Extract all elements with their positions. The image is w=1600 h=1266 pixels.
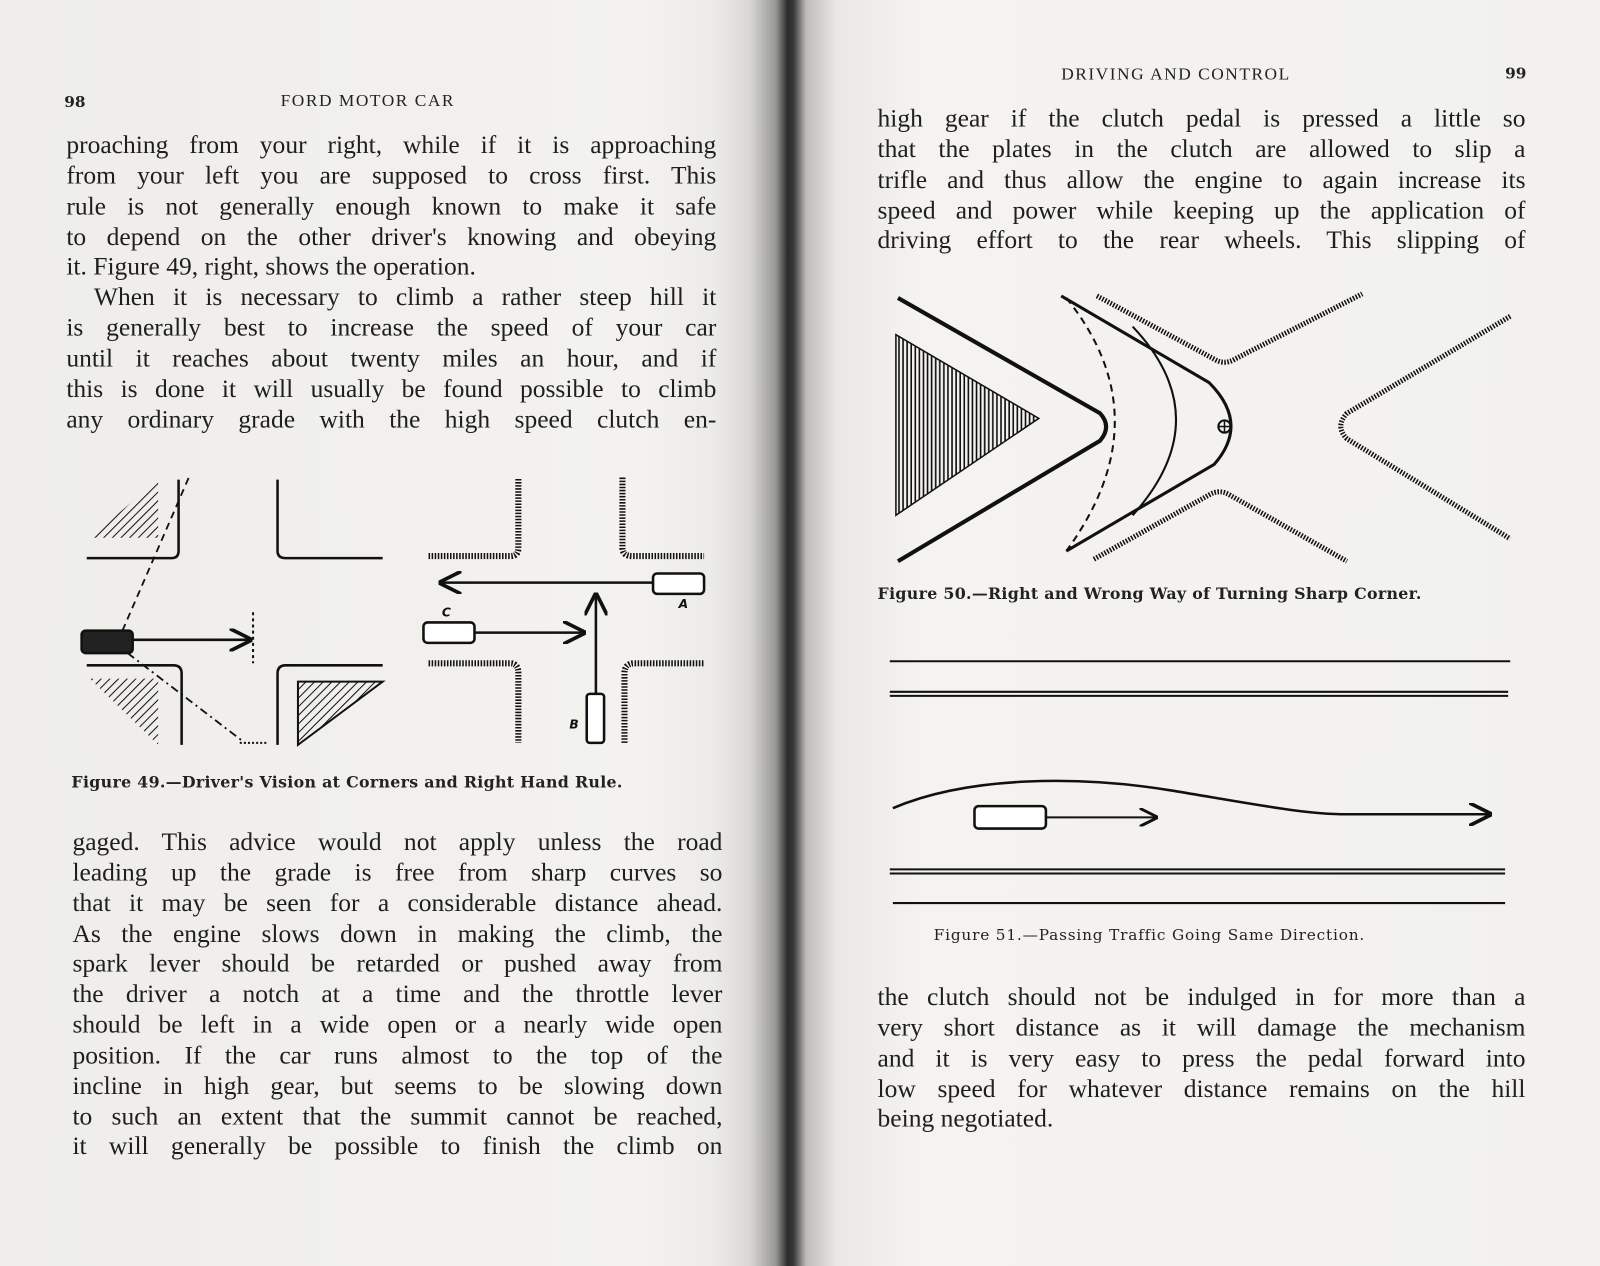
text-line: speed and power while keeping up the application of [877, 196, 1526, 225]
page-number-left: 98 [64, 92, 86, 112]
building-hatch [298, 682, 383, 745]
car [974, 806, 1045, 828]
text-line: that it may be seen for a considerable distance ahead. [72, 889, 723, 918]
text-line: very short distance as it will damage the mechanism [877, 1014, 1526, 1042]
text-line: from your left you are supposed to cross first. This [66, 162, 717, 190]
text-line: When it is necessary to climb a rather steep hill it [93, 283, 717, 312]
car-c [423, 622, 474, 642]
figure-51-passing-diagram [890, 661, 1510, 903]
building-hatch [90, 480, 158, 538]
page-number-right: 99 [1505, 64, 1527, 83]
text-line: position. If the car runs almost to the top of the [72, 1041, 723, 1070]
figure-51-caption: Figure 51.—Passing Traffic Going Same Direction. [933, 925, 1366, 944]
text-line: it will generally be possible to finish the climb on [72, 1133, 723, 1161]
text-line: trifle and thus allow the engine to again increase its [877, 166, 1526, 194]
left-bottom-text [72, 828, 722, 1163]
text-line: and it is very easy to press the pedal forward into [877, 1044, 1526, 1073]
label-b: B [569, 717, 579, 732]
text-line: high gear if the clutch pedal is pressed a little so [877, 105, 1526, 133]
left-top-text [66, 131, 716, 436]
label-c: C [441, 605, 451, 620]
building-hatch [90, 679, 158, 745]
figure-49-caption: Figure 49.—Driver's Vision at Corners and Right Hand Rule. [71, 772, 623, 792]
text-line: that the plates in the clutch are allowed to slip a [877, 135, 1526, 164]
text-line: should be left in a wide open or a nearly wide open [72, 1011, 723, 1039]
text-line: is generally best to increase the speed of your car [66, 314, 717, 342]
label-a: A [678, 597, 689, 612]
figure-49-right-hand-rule-diagram [423, 478, 704, 743]
running-head-left: FORD MOTOR CAR [280, 90, 455, 111]
figure-49-vision-diagram [82, 478, 383, 745]
text-line: rule is not generally enough known to make it safe [66, 192, 717, 221]
text-line: spark lever should be retarded or pushed away from [72, 950, 723, 978]
car-a [653, 573, 704, 593]
car [82, 631, 133, 653]
text-line: leading up the grade is free from sharp curves so [72, 859, 723, 887]
text-line: low speed for whatever distance remains on the hill [877, 1075, 1526, 1103]
running-head-right: DRIVING AND CONTROL [1061, 64, 1291, 84]
figure-50-sharp-corner-diagram [896, 294, 1510, 561]
text-line: any ordinary grade with the high speed clutch en- [66, 405, 717, 434]
right-top-text [878, 104, 1526, 256]
text-line: the driver a notch at a time and the throttle lever [72, 980, 723, 1009]
text-line: to depend on the other driver's knowing and obeying [66, 222, 717, 251]
text-line: proaching from your right, while if it is approaching [66, 131, 717, 160]
car-b [587, 694, 604, 743]
text-line: to such an extent that the summit cannot be reached, [72, 1102, 723, 1131]
figure-50-caption: Figure 50.—Right and Wrong Way of Turning Sharp Corner. [877, 583, 1422, 604]
text-line: until it reaches about twenty miles an hour, and if [66, 344, 717, 373]
text-line: gaged. This advice would not apply unless the road [72, 828, 723, 857]
text-line: it. Figure 49, right, shows the operation. [66, 253, 476, 281]
text-line: As the engine slows down in making the climb, the [72, 919, 723, 948]
right-bottom-text [878, 983, 1526, 1135]
text-line: the clutch should not be indulged in for more than a [877, 983, 1526, 1012]
text-line: this is done it will usually be found possible to climb [66, 375, 717, 403]
text-line: driving effort to the rear wheels. This slipping of [877, 226, 1526, 255]
text-line: incline in high gear, but seems to be slowing down [72, 1072, 723, 1100]
text-line: being negotiated. [877, 1105, 1054, 1134]
